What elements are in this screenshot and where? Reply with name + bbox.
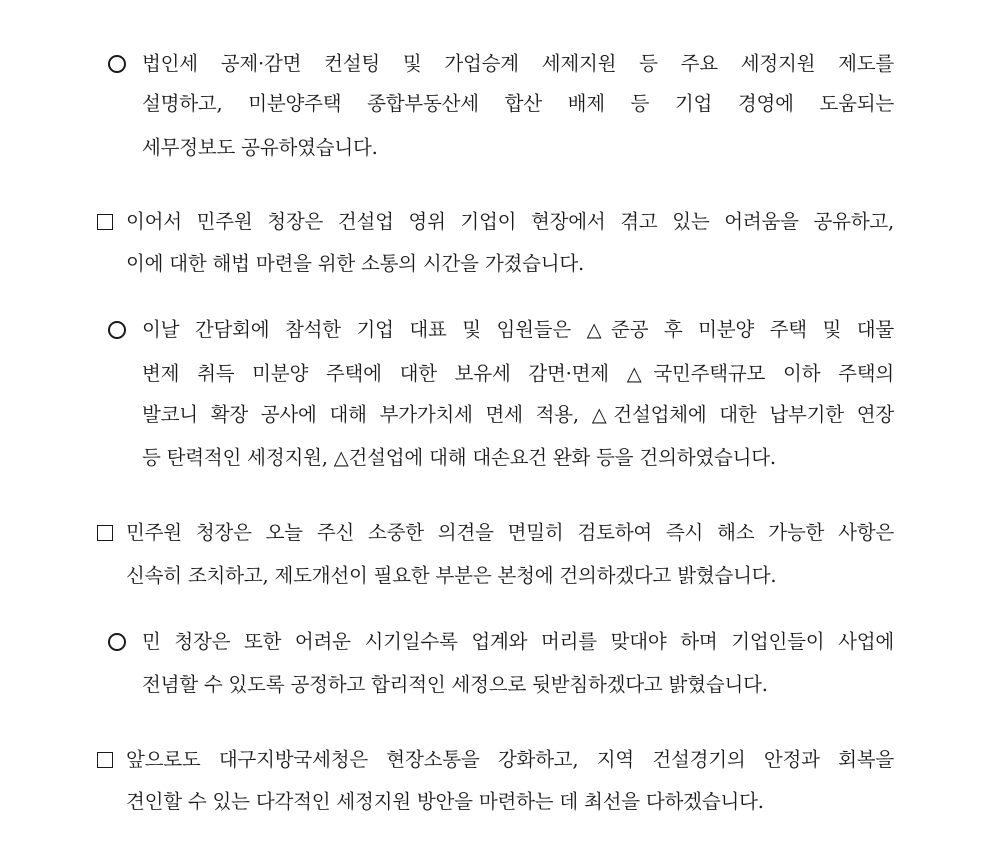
paragraph-line: 전념할 수 있도록 공정하고 합리적인 세정으로 뒷받침하겠다고 밝혔습니다. (142, 673, 768, 696)
paragraph-line: 세무정보도 공유하였습니다. (142, 136, 378, 159)
circle-bullet-icon (108, 321, 126, 339)
paragraph-line: 설명하고, 미분양주택 종합부동산세 합산 배제 등 기업 경영에 도움되는 (142, 92, 894, 115)
paragraph-line: 이날 간담회에 참석한 기업 대표 및 임원들은 △준공 후 미분양 주택 및 대물 (142, 318, 894, 341)
circle-bullet-icon (108, 55, 126, 73)
paragraph-line: 견인할 수 있는 다각적인 세정지원 방안을 마련하는 데 최선을 다하겠습니다. (126, 790, 764, 813)
paragraph-line: 발코니 확장 공사에 대해 부가가치세 면세 적용, △건설업체에 대한 납부기한 연장 (142, 403, 894, 426)
circle-bullet-icon (108, 633, 126, 651)
paragraph-line: 민주원 청장은 오늘 주신 소중한 의견을 면밀히 검토하여 즉시 해소 가능한 사항은 (126, 521, 894, 544)
paragraph-line: 등 탄력적인 세정지원, △건설업에 대해 대손요건 완화 등을 건의하였습니다. (142, 446, 776, 469)
square-bullet-icon (97, 214, 113, 230)
paragraph-line: 신속히 조치하고, 제도개선이 필요한 부분은 본청에 건의하겠다고 밝혔습니다. (126, 564, 777, 587)
paragraph-line: 앞으로도 대구지방국세청은 현장소통을 강화하고, 지역 건설경기의 안정과 회복을 (126, 748, 894, 771)
square-bullet-icon (97, 525, 113, 541)
paragraph-line: 변제 취득 미분양 주택에 대한 보유세 감면·면제 △국민주택규모 이하 주택의 (142, 362, 894, 385)
paragraph-line: 법인세 공제·감면 컨설팅 및 가업승계 세제지원 등 주요 세정지원 제도를 (142, 52, 894, 75)
paragraph-line: 이어서 민주원 청장은 건설업 영위 기업이 현장에서 겪고 있는 어려움을 공유하고, (126, 210, 894, 233)
square-bullet-icon (97, 752, 113, 768)
paragraph-line: 민 청장은 또한 어려운 시기일수록 업계와 머리를 맞대야 하며 기업인들이 사업에 (142, 630, 894, 653)
paragraph-line: 이에 대한 해법 마련을 위한 소통의 시간을 가졌습니다. (126, 252, 585, 275)
